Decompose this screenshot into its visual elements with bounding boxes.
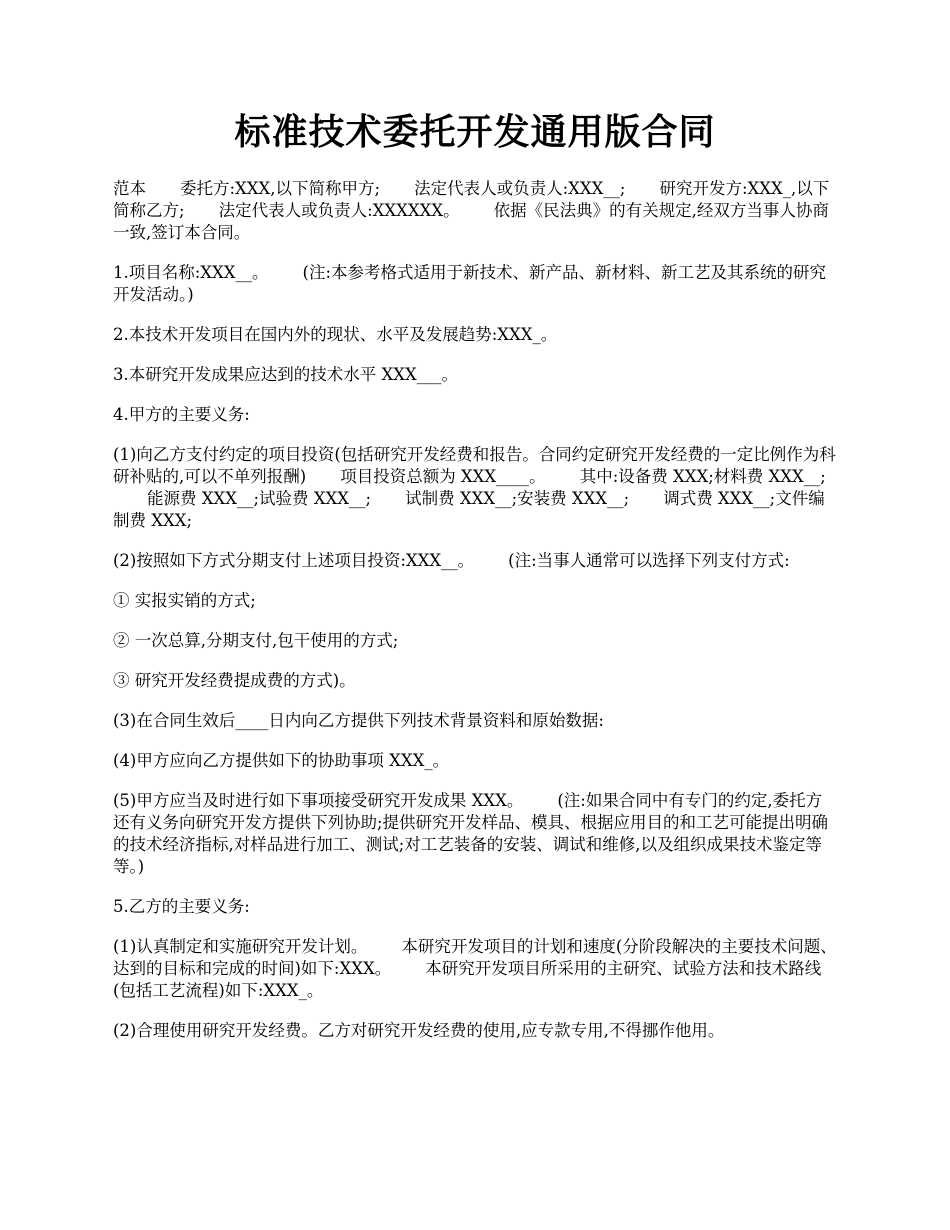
paragraph-text: 能源费 XXX__;试验费 XXX__; <box>147 489 372 508</box>
paragraph-text: ③ 研究开发经费提成费的方式)。 <box>113 671 356 690</box>
contract-paragraph <box>113 750 838 772</box>
paragraph-text: (5)甲方应当及时进行如下事项接受研究开发成果 XXX。 <box>113 791 524 810</box>
paragraph-text: 委托方:XXX,以下简称甲方; <box>180 179 381 198</box>
contract-paragraph <box>113 590 838 612</box>
paragraph-text: 研究开发方:XXX_,以下简称乙方; <box>113 179 830 220</box>
paragraph-text: (注:当事人通常可以选择下列支付方式: <box>508 551 790 570</box>
contract-paragraph <box>113 936 838 1002</box>
paragraph-text: ① 实报实销的方式; <box>113 591 256 610</box>
paragraph-text: (注:如果合同中有专门的约定,委托方还有义务向研究开发方提供下列协助;提供研究开发样品、模具、根据应用目的和工艺可能提出明确的技术经济指标,对样品进行加工、测试;对工艺装备的安装、调试和维修,以及组织成果技术鉴定等等。) <box>113 791 829 876</box>
contract-paragraph <box>113 710 838 732</box>
paragraph-text: 依据《民法典》的有关规定,经双方当事人协商一致,签订本合同。 <box>113 201 829 242</box>
contract-paragraph <box>113 790 838 878</box>
paragraph-text: 其中:设备费 XXX;材料费 XXX__; <box>579 467 826 486</box>
paragraph-text: 3.本研究开发成果应达到的技术水平 XXX___。 <box>113 365 458 384</box>
paragraph-text: 本研究开发项目所采用的主研究、试验方法和技术路线(包括工艺流程)如下:XXX_。 <box>113 959 822 1000</box>
paragraph-text: (2)合理使用研究开发经费。乙方对研究开发经费的使用,应专款专用,不得挪作他用。 <box>113 1021 725 1040</box>
paragraph-text: 本研究开发项目的计划和速度(分阶段解决的主要技术问题、达到的目标和完成的时间)如下:XXX。 <box>113 937 837 978</box>
document-body <box>113 178 838 1060</box>
paragraph-text: (2)按照如下方式分期支付上述项目投资:XXX__。 <box>113 551 475 570</box>
paragraph-text: (注:本参考格式适用于新技术、新产品、新材料、新工艺及其系统的研究开发活动。) <box>113 263 827 304</box>
paragraph-text: 调式费 XXX__;文件编制费 XXX; <box>113 489 825 530</box>
paragraph-text: 试制费 XXX__;安装费 XXX__; <box>405 489 630 508</box>
paragraph-text: (4)甲方应向乙方提供如下的协助事项 XXX_。 <box>113 751 450 770</box>
contract-paragraph <box>113 670 838 692</box>
contract-paragraph <box>113 1020 838 1042</box>
paragraph-text: 法定代表人或负责人:XXXXXX。 <box>218 201 460 220</box>
paragraph-text: 项目投资总额为 XXX____。 <box>340 467 546 486</box>
contract-paragraph <box>113 896 838 918</box>
contract-paragraph <box>113 364 838 386</box>
contract-paragraph <box>113 178 838 244</box>
document-title: 标准技术委托开发通用版合同 <box>234 111 716 153</box>
paragraph-text: (3)在合同生效后____日内向乙方提供下列技术背景资料和原始数据: <box>113 711 604 730</box>
paragraph-text: 法定代表人或负责人:XXX__; <box>414 179 626 198</box>
contract-paragraph <box>113 262 838 306</box>
paragraph-text: 4.甲方的主要义务: <box>113 405 250 424</box>
paragraph-text: (1)向乙方支付约定的项目投资(包括研究开发经费和报告。合同约定研究开发经费的一定比例作为科研补贴的,可以不单列报酬) <box>113 445 836 486</box>
paragraph-text: 1.项目名称:XXX__。 <box>113 263 269 282</box>
contract-paragraph <box>113 444 838 532</box>
contract-paragraph <box>113 404 838 426</box>
paragraph-text: 2.本技术开发项目在国内外的现状、水平及发展趋势:XXX_。 <box>113 325 558 344</box>
contract-paragraph <box>113 550 838 572</box>
contract-paragraph <box>113 324 838 346</box>
paragraph-text: 5.乙方的主要义务: <box>113 897 250 916</box>
paragraph-text: 范本 <box>113 179 146 198</box>
contract-paragraph <box>113 630 838 652</box>
paragraph-text: (1)认真制定和实施研究开发计划。 <box>113 937 368 956</box>
paragraph-text: ② 一次总算,分期支付,包干使用的方式; <box>113 631 399 650</box>
